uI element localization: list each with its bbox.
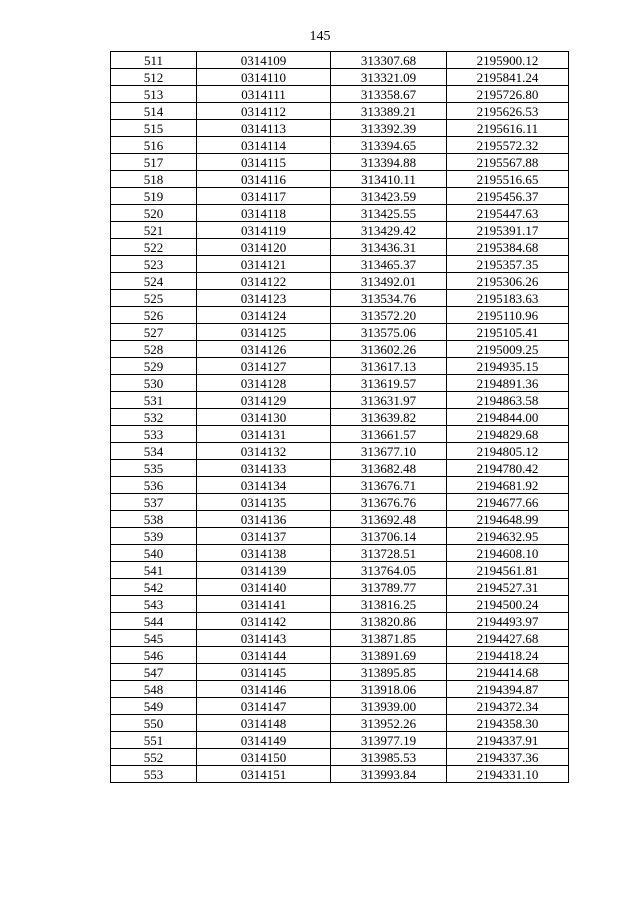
- point-code-cell: 0314148: [197, 715, 331, 732]
- y-coordinate-cell: 2194632.95: [447, 528, 569, 545]
- point-code-cell: 0314126: [197, 341, 331, 358]
- table-row: [111, 188, 569, 205]
- x-coordinate-cell: 313977.19: [331, 732, 447, 749]
- table-row: [111, 511, 569, 528]
- table-row: [111, 477, 569, 494]
- table-row: [111, 120, 569, 137]
- point-code-cell: 0314109: [197, 52, 331, 69]
- point-code-cell: 0314112: [197, 103, 331, 120]
- point-code-cell: 0314128: [197, 375, 331, 392]
- x-coordinate-cell: 313677.10: [331, 443, 447, 460]
- point-code-cell: 0314119: [197, 222, 331, 239]
- point-number-cell: 520: [111, 205, 197, 222]
- table-row: [111, 222, 569, 239]
- table-row: [111, 86, 569, 103]
- table-row: [111, 647, 569, 664]
- table-row: [111, 749, 569, 766]
- point-number-cell: 538: [111, 511, 197, 528]
- table-row: [111, 664, 569, 681]
- x-coordinate-cell: 313307.68: [331, 52, 447, 69]
- table-row: [111, 103, 569, 120]
- point-code-cell: 0314143: [197, 630, 331, 647]
- y-coordinate-cell: 2194844.00: [447, 409, 569, 426]
- point-code-cell: 0314121: [197, 256, 331, 273]
- table-row: [111, 613, 569, 630]
- point-number-cell: 525: [111, 290, 197, 307]
- table-row: [111, 426, 569, 443]
- y-coordinate-cell: 2195626.53: [447, 103, 569, 120]
- point-code-cell: 0314122: [197, 273, 331, 290]
- x-coordinate-cell: 313631.97: [331, 392, 447, 409]
- point-number-cell: 528: [111, 341, 197, 358]
- y-coordinate-cell: 2195357.35: [447, 256, 569, 273]
- point-number-cell: 517: [111, 154, 197, 171]
- table-row: [111, 154, 569, 171]
- point-number-cell: 515: [111, 120, 197, 137]
- x-coordinate-cell: 313602.26: [331, 341, 447, 358]
- x-coordinate-cell: 313392.39: [331, 120, 447, 137]
- y-coordinate-cell: 2194805.12: [447, 443, 569, 460]
- point-number-cell: 518: [111, 171, 197, 188]
- point-number-cell: 543: [111, 596, 197, 613]
- y-coordinate-cell: 2194337.36: [447, 749, 569, 766]
- point-number-cell: 512: [111, 69, 197, 86]
- point-code-cell: 0314138: [197, 545, 331, 562]
- table-row: [111, 715, 569, 732]
- point-number-cell: 527: [111, 324, 197, 341]
- y-coordinate-cell: 2195900.12: [447, 52, 569, 69]
- table-row: [111, 409, 569, 426]
- point-number-cell: 546: [111, 647, 197, 664]
- point-number-cell: 551: [111, 732, 197, 749]
- x-coordinate-cell: 313619.57: [331, 375, 447, 392]
- x-coordinate-cell: 313816.25: [331, 596, 447, 613]
- x-coordinate-cell: 313952.26: [331, 715, 447, 732]
- point-number-cell: 539: [111, 528, 197, 545]
- point-code-cell: 0314133: [197, 460, 331, 477]
- table-row: [111, 596, 569, 613]
- point-code-cell: 0314137: [197, 528, 331, 545]
- x-coordinate-cell: 313764.05: [331, 562, 447, 579]
- point-code-cell: 0314147: [197, 698, 331, 715]
- table-row: [111, 307, 569, 324]
- point-code-cell: 0314145: [197, 664, 331, 681]
- x-coordinate-cell: 313572.20: [331, 307, 447, 324]
- y-coordinate-cell: 2194677.66: [447, 494, 569, 511]
- x-coordinate-cell: 313661.57: [331, 426, 447, 443]
- point-code-cell: 0314127: [197, 358, 331, 375]
- y-coordinate-cell: 2195456.37: [447, 188, 569, 205]
- table-row: [111, 443, 569, 460]
- y-coordinate-cell: 2194427.68: [447, 630, 569, 647]
- x-coordinate-cell: 313820.86: [331, 613, 447, 630]
- y-coordinate-cell: 2194935.15: [447, 358, 569, 375]
- y-coordinate-cell: 2194493.97: [447, 613, 569, 630]
- y-coordinate-cell: 2194527.31: [447, 579, 569, 596]
- point-number-cell: 552: [111, 749, 197, 766]
- y-coordinate-cell: 2195447.63: [447, 205, 569, 222]
- table-row: [111, 698, 569, 715]
- point-code-cell: 0314146: [197, 681, 331, 698]
- table-row: [111, 545, 569, 562]
- y-coordinate-cell: 2194780.42: [447, 460, 569, 477]
- x-coordinate-cell: 313895.85: [331, 664, 447, 681]
- point-number-cell: 544: [111, 613, 197, 630]
- y-coordinate-cell: 2195567.88: [447, 154, 569, 171]
- point-code-cell: 0314135: [197, 494, 331, 511]
- point-number-cell: 521: [111, 222, 197, 239]
- table-row: [111, 205, 569, 222]
- point-code-cell: 0314134: [197, 477, 331, 494]
- point-number-cell: 529: [111, 358, 197, 375]
- y-coordinate-cell: 2195384.68: [447, 239, 569, 256]
- point-number-cell: 522: [111, 239, 197, 256]
- x-coordinate-cell: 313410.11: [331, 171, 447, 188]
- table-row: [111, 732, 569, 749]
- x-coordinate-cell: 313429.42: [331, 222, 447, 239]
- point-number-cell: 541: [111, 562, 197, 579]
- coordinates-table-body: [111, 52, 569, 783]
- point-number-cell: 524: [111, 273, 197, 290]
- point-code-cell: 0314132: [197, 443, 331, 460]
- x-coordinate-cell: 313389.21: [331, 103, 447, 120]
- point-code-cell: 0314110: [197, 69, 331, 86]
- page-number: 145: [309, 29, 331, 44]
- x-coordinate-cell: 313728.51: [331, 545, 447, 562]
- point-number-cell: 549: [111, 698, 197, 715]
- point-code-cell: 0314140: [197, 579, 331, 596]
- x-coordinate-cell: 313394.88: [331, 154, 447, 171]
- y-coordinate-cell: 2195516.65: [447, 171, 569, 188]
- table-row: [111, 392, 569, 409]
- point-number-cell: 511: [111, 52, 197, 69]
- y-coordinate-cell: 2195841.24: [447, 69, 569, 86]
- x-coordinate-cell: 313436.31: [331, 239, 447, 256]
- point-code-cell: 0314139: [197, 562, 331, 579]
- x-coordinate-cell: 313871.85: [331, 630, 447, 647]
- x-coordinate-cell: 313575.06: [331, 324, 447, 341]
- point-code-cell: 0314131: [197, 426, 331, 443]
- point-number-cell: 526: [111, 307, 197, 324]
- point-code-cell: 0314149: [197, 732, 331, 749]
- table-row: [111, 290, 569, 307]
- y-coordinate-cell: 2194829.68: [447, 426, 569, 443]
- y-coordinate-cell: 2195391.17: [447, 222, 569, 239]
- point-code-cell: 0314142: [197, 613, 331, 630]
- y-coordinate-cell: 2194372.34: [447, 698, 569, 715]
- y-coordinate-cell: 2194681.92: [447, 477, 569, 494]
- point-code-cell: 0314113: [197, 120, 331, 137]
- x-coordinate-cell: 313534.76: [331, 290, 447, 307]
- point-number-cell: 535: [111, 460, 197, 477]
- point-number-cell: 519: [111, 188, 197, 205]
- point-code-cell: 0314115: [197, 154, 331, 171]
- x-coordinate-cell: 313358.67: [331, 86, 447, 103]
- x-coordinate-cell: 313891.69: [331, 647, 447, 664]
- table-row: [111, 52, 569, 69]
- point-code-cell: 0314136: [197, 511, 331, 528]
- x-coordinate-cell: 313939.00: [331, 698, 447, 715]
- table-row: [111, 273, 569, 290]
- table-row: [111, 460, 569, 477]
- y-coordinate-cell: 2195105.41: [447, 324, 569, 341]
- point-number-cell: 540: [111, 545, 197, 562]
- x-coordinate-cell: 313918.06: [331, 681, 447, 698]
- point-number-cell: 523: [111, 256, 197, 273]
- y-coordinate-cell: 2194891.36: [447, 375, 569, 392]
- table-row: [111, 494, 569, 511]
- point-code-cell: 0314144: [197, 647, 331, 664]
- x-coordinate-cell: 313706.14: [331, 528, 447, 545]
- y-coordinate-cell: 2194608.10: [447, 545, 569, 562]
- point-number-cell: 553: [111, 766, 197, 783]
- y-coordinate-cell: 2194358.30: [447, 715, 569, 732]
- x-coordinate-cell: 313492.01: [331, 273, 447, 290]
- x-coordinate-cell: 313394.65: [331, 137, 447, 154]
- table-row: [111, 766, 569, 783]
- y-coordinate-cell: 2195009.25: [447, 341, 569, 358]
- x-coordinate-cell: 313425.55: [331, 205, 447, 222]
- point-number-cell: 530: [111, 375, 197, 392]
- coordinates-table: [110, 51, 569, 783]
- y-coordinate-cell: 2194648.99: [447, 511, 569, 528]
- y-coordinate-cell: 2195572.32: [447, 137, 569, 154]
- x-coordinate-cell: 313617.13: [331, 358, 447, 375]
- point-code-cell: 0314129: [197, 392, 331, 409]
- y-coordinate-cell: 2194337.91: [447, 732, 569, 749]
- point-number-cell: 545: [111, 630, 197, 647]
- point-code-cell: 0314141: [197, 596, 331, 613]
- point-number-cell: 516: [111, 137, 197, 154]
- table-row: [111, 375, 569, 392]
- x-coordinate-cell: 313993.84: [331, 766, 447, 783]
- point-code-cell: 0314116: [197, 171, 331, 188]
- point-number-cell: 536: [111, 477, 197, 494]
- point-number-cell: 534: [111, 443, 197, 460]
- table-row: [111, 630, 569, 647]
- point-code-cell: 0314123: [197, 290, 331, 307]
- table-row: [111, 324, 569, 341]
- x-coordinate-cell: 313321.09: [331, 69, 447, 86]
- y-coordinate-cell: 2194418.24: [447, 647, 569, 664]
- point-number-cell: 547: [111, 664, 197, 681]
- point-number-cell: 537: [111, 494, 197, 511]
- table-row: [111, 562, 569, 579]
- point-code-cell: 0314151: [197, 766, 331, 783]
- point-number-cell: 550: [111, 715, 197, 732]
- table-row: [111, 341, 569, 358]
- point-number-cell: 533: [111, 426, 197, 443]
- y-coordinate-cell: 2195726.80: [447, 86, 569, 103]
- point-number-cell: 542: [111, 579, 197, 596]
- x-coordinate-cell: 313789.77: [331, 579, 447, 596]
- x-coordinate-cell: 313423.59: [331, 188, 447, 205]
- point-number-cell: 531: [111, 392, 197, 409]
- point-code-cell: 0314130: [197, 409, 331, 426]
- point-code-cell: 0314114: [197, 137, 331, 154]
- point-number-cell: 532: [111, 409, 197, 426]
- point-number-cell: 514: [111, 103, 197, 120]
- x-coordinate-cell: 313985.53: [331, 749, 447, 766]
- y-coordinate-cell: 2194414.68: [447, 664, 569, 681]
- table-row: [111, 171, 569, 188]
- point-code-cell: 0314150: [197, 749, 331, 766]
- x-coordinate-cell: 313639.82: [331, 409, 447, 426]
- table-row: [111, 256, 569, 273]
- table-row: [111, 239, 569, 256]
- x-coordinate-cell: 313465.37: [331, 256, 447, 273]
- y-coordinate-cell: 2194500.24: [447, 596, 569, 613]
- y-coordinate-cell: 2194394.87: [447, 681, 569, 698]
- y-coordinate-cell: 2195306.26: [447, 273, 569, 290]
- point-code-cell: 0314111: [197, 86, 331, 103]
- point-code-cell: 0314118: [197, 205, 331, 222]
- y-coordinate-cell: 2194561.81: [447, 562, 569, 579]
- point-number-cell: 548: [111, 681, 197, 698]
- x-coordinate-cell: 313676.71: [331, 477, 447, 494]
- table-row: [111, 579, 569, 596]
- x-coordinate-cell: 313692.48: [331, 511, 447, 528]
- point-code-cell: 0314120: [197, 239, 331, 256]
- y-coordinate-cell: 2195616.11: [447, 120, 569, 137]
- y-coordinate-cell: 2195110.96: [447, 307, 569, 324]
- y-coordinate-cell: 2195183.63: [447, 290, 569, 307]
- point-code-cell: 0314125: [197, 324, 331, 341]
- table-row: [111, 137, 569, 154]
- point-code-cell: 0314124: [197, 307, 331, 324]
- y-coordinate-cell: 2194863.58: [447, 392, 569, 409]
- point-code-cell: 0314117: [197, 188, 331, 205]
- table-row: [111, 681, 569, 698]
- table-row: [111, 358, 569, 375]
- table-row: [111, 69, 569, 86]
- x-coordinate-cell: 313676.76: [331, 494, 447, 511]
- point-number-cell: 513: [111, 86, 197, 103]
- y-coordinate-cell: 2194331.10: [447, 766, 569, 783]
- table-row: [111, 528, 569, 545]
- x-coordinate-cell: 313682.48: [331, 460, 447, 477]
